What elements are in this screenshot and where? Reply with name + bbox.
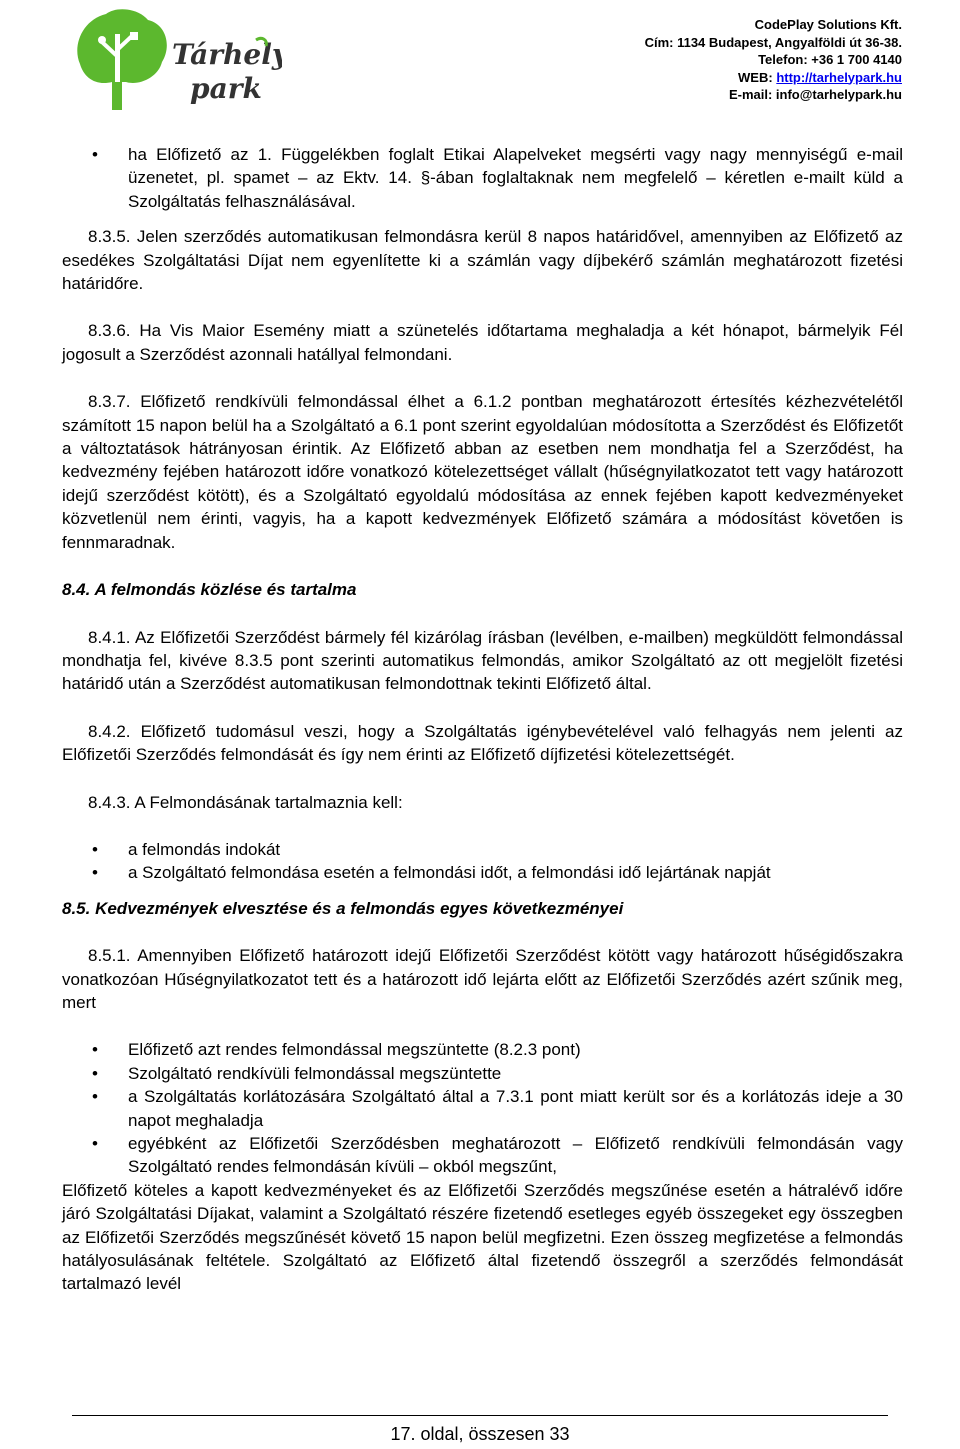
tree-logo-icon <box>72 6 282 116</box>
web-link[interactable]: http://tarhelypark.hu <box>776 69 902 85</box>
paragraph-8-4-2: 8.4.2. Előfizető tudomásul veszi, hogy a Szolgáltatás igénybevételével való felhagyás nem jelenti az Előfizetői Szerződés felmondását és így nem érinti az Előfizető díjfizetési kötelezettségét. <box>62 721 903 765</box>
company-web <box>645 69 902 87</box>
list-item: • Szolgáltató rendkívüli felmondással megszüntette <box>62 1062 903 1085</box>
company-name: CodePlay Solutions Kft. <box>754 17 902 32</box>
section-heading-8-5: 8.5. Kedvezmények elvesztése és a felmondás egyes következményei <box>62 898 624 918</box>
contact-block <box>645 16 902 104</box>
section-heading-8-4: 8.4. A felmondás közlése és tartalma <box>62 580 357 600</box>
page-header <box>0 0 960 130</box>
logo-text-2: park <box>190 72 262 105</box>
company-phone: Telefon: +36 1 700 4140 <box>758 52 902 67</box>
list-item: • egyébként az Előfizetői Szerződésben meghatározott – Előfizető rendkívüli felmondásán vagy Szolgáltató rendes felmondásán kívüli – okból megszűnt, <box>62 1132 903 1179</box>
content-list-8-4-3 <box>62 838 903 885</box>
paragraph-8-4-1: 8.4.1. Az Előfizetői Szerződést bármely fél kizárólag írásban (levélben, e-mailben) megküldött felmondással mondhatja fel, kivéve 8.3.5 pont szerinti automatikus felmondás, amikor Szolgáltató az ott megjelölt fizetési határidő után a Szerződést automatikusan felmondottnak tekinti Előfizető által. <box>62 627 903 694</box>
intro-bullet-list <box>62 143 903 213</box>
paragraph-8-4-3: 8.4.3. A Felmondásának tartalmaznia kell: <box>88 792 403 812</box>
company-address: Cím: 1134 Budapest, Angyalföldi út 36-38. <box>644 34 902 50</box>
footer-divider <box>72 1415 888 1416</box>
paragraph-8-3-6: 8.3.6. Ha Vis Maior Esemény miatt a szünetelés időtartama meghaladja a két hónapot, bármelyik Fél jogosult a Szerződést azonnali hatállyal felmondani. <box>62 321 903 364</box>
paragraph-8-3-5: 8.3.5. Jelen szerződés automatikusan felmondásra kerül 8 napos határidővel, amennyiben az Előfizető az esedékes Szolgáltatási Díjat nem egyenlítette ki a számlán vagy díjbekérő számlán meghatározott fizetési határidőre. <box>62 227 903 294</box>
document-body <box>62 143 903 1296</box>
company-email: E-mail: info@tarhelypark.hu <box>728 87 902 102</box>
page-number: 17. oldal, összesen 33 <box>390 1424 570 1444</box>
paragraph-final: Előfizető köteles a kapott kedvezményeket és az Előfizetői Szerződés megszűnése esetén a hátralévő időre járó Szolgáltatási Díjakat, valamint a Szolgáltató részére fizetendő esetleges egyéb összegeket egy összegben az Előfizetői Szerződés megszűnését követő 15 napon belül megfizetni. Ezen összeg megfizetése a felmondás hatályosulásának feltétele. Szolgáltató az Előfizető által fizetendő összegről a szerződés felmondását tartalmazó levél <box>62 1180 903 1294</box>
list-item: • ha Előfizető az 1. Függelékben foglalt Etikai Alapelveket megsérti vagy nagy mennyiségű e-mail üzenetet, pl. spamet – az Ektv. 14. §-ában foglaltaknak nem megfelelő – kéretlen e-mailt küld a Szolgáltatás felhasználásával. <box>62 143 903 213</box>
list-item: • a Szolgáltató felmondása esetén a felmondási időt, a felmondási idő lejártának napját <box>62 861 903 884</box>
list-item: • a felmondás indokát <box>62 838 903 861</box>
paragraph-8-5-1: 8.5.1. Amennyiben Előfizető határozott idejű Előfizetői Szerződést kötött vagy határozott hűségidőszakra vonatkozóan Hűségnyilatkozatot tett és a határozott idő lejárta előtt az Előfizetői Szerződés azért szűnik meg, mert <box>62 946 903 1012</box>
list-item: • Előfizető azt rendes felmondással megszüntette (8.2.3 pont) <box>62 1038 903 1061</box>
web-label: WEB: <box>738 69 777 85</box>
tarhelypark-logo <box>72 6 282 116</box>
list-item: • a Szolgáltatás korlátozására Szolgáltató által a 7.3.1 pont miatt került sor és a korlátozás ideje a 30 napot meghaladja <box>62 1085 903 1132</box>
logo-text-1: Tárhely <box>172 38 282 71</box>
paragraph-8-3-7: 8.3.7. Előfizető rendkívüli felmondással élhet a 6.1.2 pontban meghatározott értesítés kézhezvételétől számított 15 napon belül ha a Szolgáltató a 6.1 pont szerint egyoldalúan módosította a Szerződést és Előfizetőt a változtatások hátrányosan érintik. Az Előfizető abban az esetben nem mondhatja fel a Szerződést, ha kedvezmény fejében határozott időre vonatkozó kötelezettséget vállalt (hűségnyilatkozatot tett vagy határozott idejű szerződést kötött), és a Szolgáltató egyoldalú módosítása az ennek fejében kapott kedvezményeket közvetlenül nem érinti, vagyis, ha a kapott kedvezmények Előfizető számára a módosítást követően is fennmaradnak. <box>62 392 903 552</box>
reasons-list-8-5-1 <box>62 1038 903 1178</box>
